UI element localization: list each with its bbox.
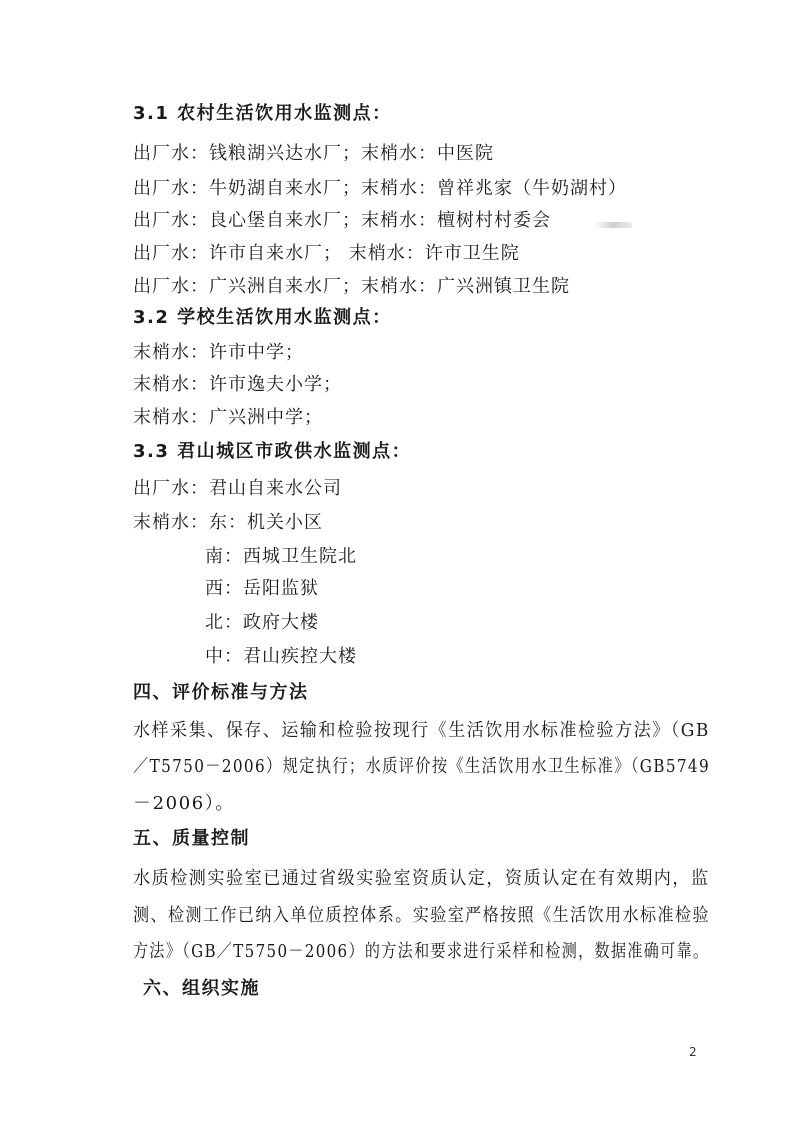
monitoring-point-line: 南：西城卫生院北: [205, 546, 357, 567]
paragraph-line: ／T5750－2006）规定执行；水质评价按《生活饮用水卫生标准》（GB5749: [133, 756, 711, 777]
monitoring-point-line: 西：岳阳监狱: [205, 578, 319, 599]
monitoring-point-line: 末梢水：东：机关小区: [133, 512, 323, 533]
monitoring-point-line: 出厂水：广兴洲自来水厂；末梢水：广兴洲镇卫生院: [133, 276, 570, 297]
monitoring-point-line: 末梢水：许市逸夫小学；: [133, 374, 342, 395]
paragraph-line: 水样采集、保存、运输和检验按现行《生活饮用水标准检验方法》（GB: [133, 720, 710, 741]
section-4-heading: 四、评价标准与方法: [133, 682, 309, 703]
monitoring-point-line: 北：政府大楼: [205, 612, 319, 633]
monitoring-point-line: 出厂水：良心堡自来水厂；末梢水：檀树村村委会: [133, 210, 551, 231]
monitoring-point-line: 出厂水：钱粮湖兴达水厂；末梢水：中医院: [133, 143, 494, 164]
scan-artifact: [594, 222, 632, 228]
section-3-2-heading: 3.2 学校生活饮用水监测点：: [133, 307, 392, 328]
section-6-heading: 六、组织实施: [143, 978, 260, 999]
page-number: 2: [689, 1045, 697, 1059]
monitoring-point-line: 末梢水：广兴洲中学；: [133, 407, 323, 428]
paragraph-line: 水质检测实验室已通过省级实验室资质认定，资质认定在有效期内，监: [133, 868, 710, 889]
paragraph-line: 方法》（GB／T5750－2006）的方法和要求进行采样和检测，数据准确可靠。: [133, 941, 710, 962]
section-5-heading: 五、质量控制: [133, 828, 250, 849]
monitoring-point-line: 出厂水：牛奶湖自来水厂；末梢水：曾祥兆家（牛奶湖村）: [133, 178, 627, 199]
monitoring-point-line: 中：君山疾控大楼: [205, 646, 357, 667]
section-3-1-heading: 3.1 农村生活饮用水监测点：: [133, 103, 392, 124]
section-3-3-heading: 3.3 君山城区市政供水监测点：: [133, 441, 412, 462]
monitoring-point-line: 出厂水：许市自来水厂； 末梢水：许市卫生院: [133, 243, 520, 264]
paragraph-line: －2006）。: [133, 793, 236, 814]
monitoring-point-line: 出厂水：君山自来水公司: [133, 478, 342, 499]
monitoring-point-line: 末梢水：许市中学；: [133, 342, 304, 363]
paragraph-line: 测、检测工作已纳入单位质控体系。实验室严格按照《生活饮用水标准检验: [133, 905, 710, 926]
